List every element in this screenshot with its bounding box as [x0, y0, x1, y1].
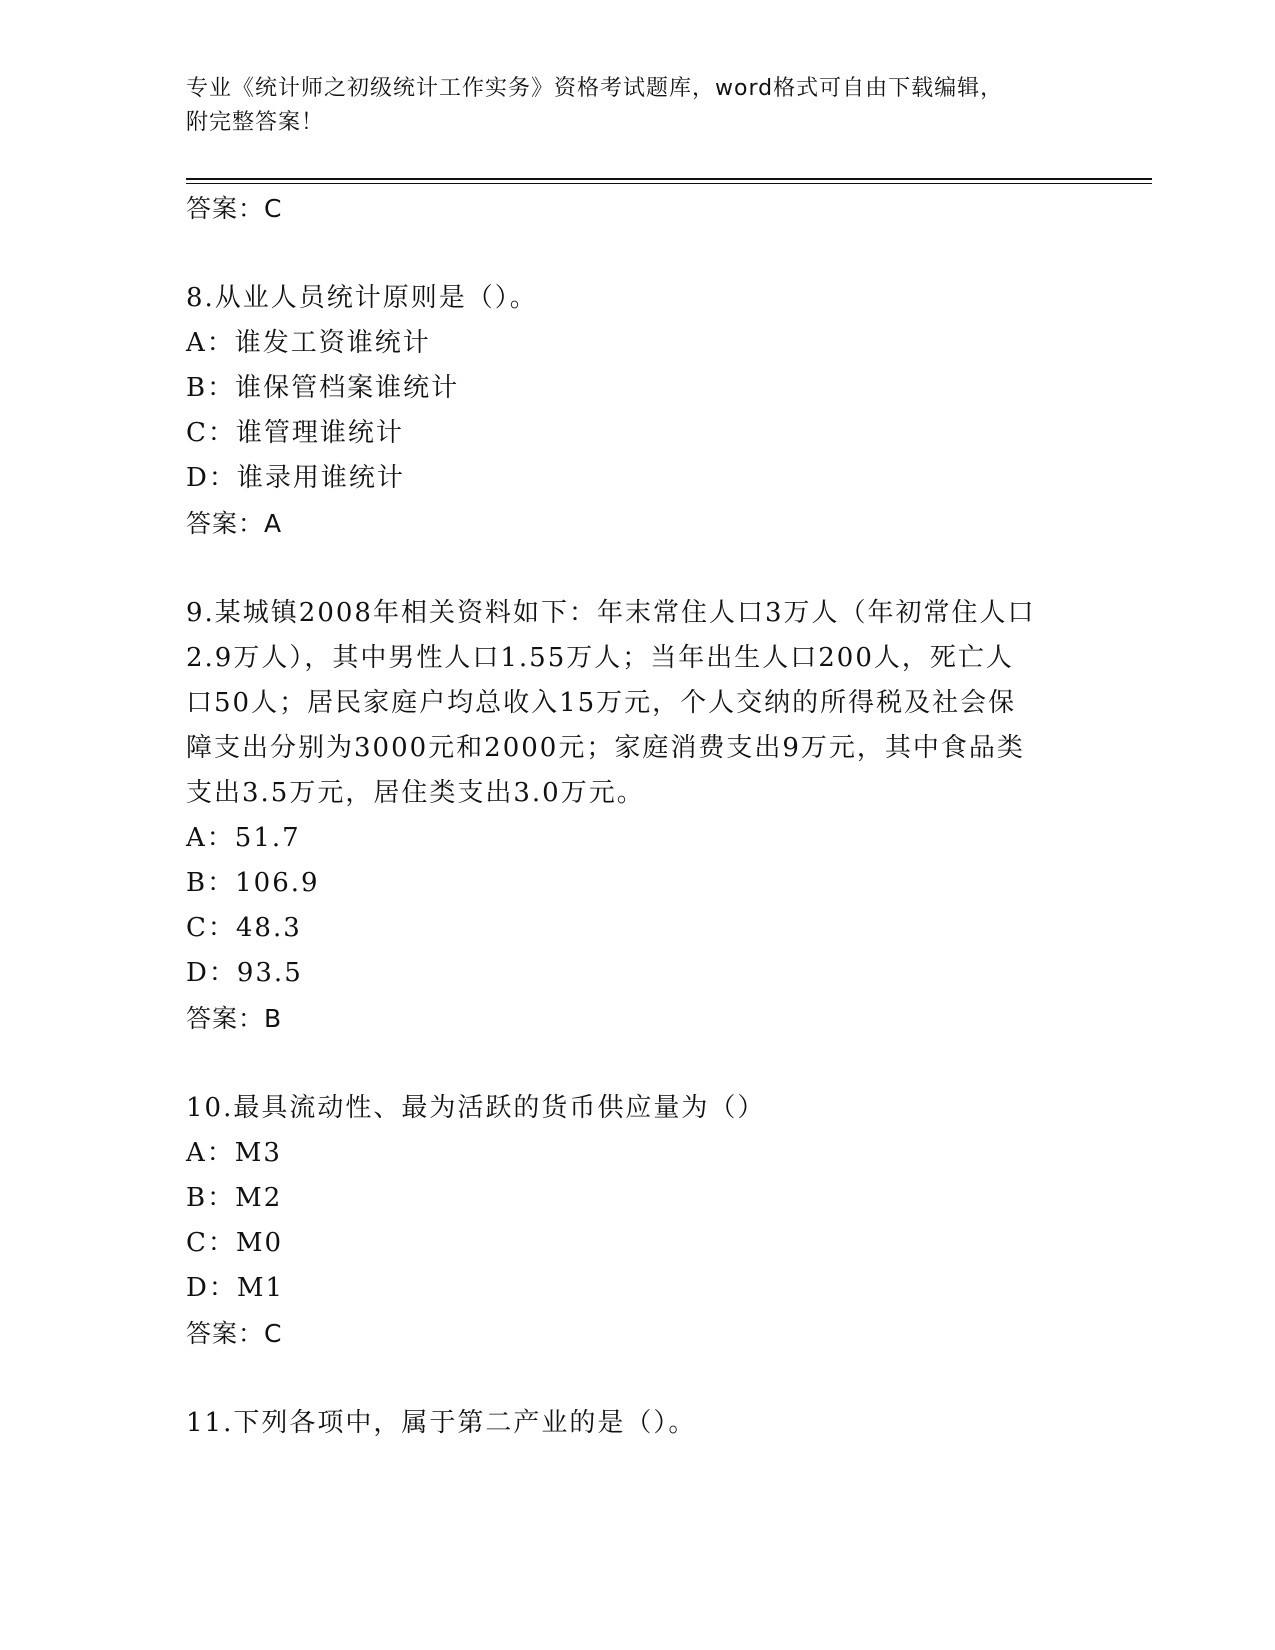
question-10-option-d: D：M1: [186, 1273, 285, 1303]
question-9-option-c: C：48.3: [186, 913, 302, 943]
question-8-option-c: C：谁管理谁统计: [186, 418, 404, 448]
question-8: [186, 276, 1086, 547]
question-9-option-d: D：93.5: [186, 958, 303, 988]
question-8-answer: 答案：A: [186, 509, 283, 538]
question-10: [186, 1086, 1086, 1357]
question-8-option-d: D：谁录用谁统计: [186, 463, 405, 493]
question-11-stem: 11.下列各项中，属于第二产业的是（）。: [186, 1408, 697, 1438]
question-list: [186, 186, 1086, 1446]
question-9: [186, 591, 1086, 1042]
question-10-stem: 10.最具流动性、最为活跃的货币供应量为（）: [186, 1093, 766, 1123]
question-10-answer: 答案：C: [186, 1319, 283, 1348]
question-9-option-a: A：51.7: [186, 823, 301, 853]
question-10-option-a: A：M3: [186, 1138, 282, 1168]
header-divider-thick: [186, 178, 1152, 180]
question-9-option-b: B：106.9: [186, 868, 320, 898]
question-9-stem-line-1: 9.某城镇2008年相关资料如下：年末常住人口3万人（年初常住人口: [186, 598, 1036, 628]
header-line-1: 专业《统计师之初级统计工作实务》资格考试题库，word格式可自由下载编辑，: [186, 76, 1004, 101]
question-9-stem-line-3: 口50人；居民家庭户均总收入15万元，个人交纳的所得税及社会保: [186, 688, 1017, 718]
question-10-option-c: C：M0: [186, 1228, 284, 1258]
question-9-stem-line-4: 障支出分别为3000元和2000元；家庭消费支出9万元，其中食品类: [186, 733, 1025, 763]
question-9-answer: 答案：B: [186, 1004, 283, 1033]
question-8-stem: 8.从业人员统计原则是（）。: [186, 283, 538, 313]
header-line-2: 附完整答案！: [186, 110, 325, 135]
question-9-stem-line-2: 2.9万人），其中男性人口1.55万人；当年出生人口200人，死亡人: [186, 643, 1014, 673]
question-10-option-b: B：M2: [186, 1183, 283, 1213]
header-divider-thin: [186, 183, 1152, 184]
document-header: [186, 72, 1066, 140]
question-9-stem-line-5: 支出3.5万元，居住类支出3.0万元。: [186, 778, 645, 808]
question-11: [186, 1401, 1086, 1446]
answer-previous: 答案：C: [186, 194, 283, 223]
question-8-option-a: A：谁发工资谁统计: [186, 328, 431, 358]
question-8-option-b: B：谁保管档案谁统计: [186, 373, 460, 403]
question-9-stem: [186, 591, 1086, 816]
